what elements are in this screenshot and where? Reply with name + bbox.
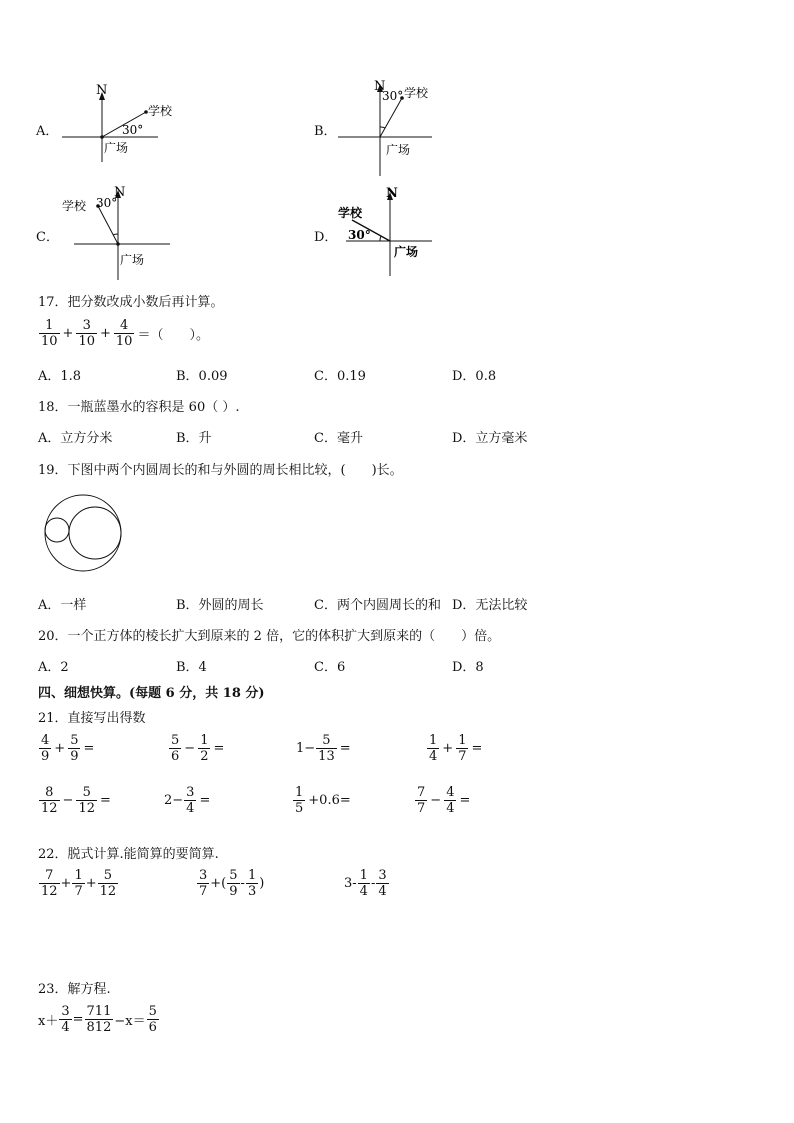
q18-option-a[interactable]: A．立方分米 xyxy=(38,431,113,446)
q21-item: $\frac{4}{9}$ + $\frac{5}{9}$ = xyxy=(41,733,95,764)
q20-option-a[interactable]: A．2 xyxy=(38,660,69,675)
q17-option-b[interactable]: B．0.09 xyxy=(176,369,228,384)
circles-figure xyxy=(42,492,124,574)
compass-diagram xyxy=(58,84,218,164)
plaza-label: 广场 xyxy=(394,245,419,259)
q21-item: $\frac{1}{5}$ +0.6= xyxy=(295,785,351,816)
q17-option-c[interactable]: C．0.19 xyxy=(314,369,366,384)
q21-item: $\frac{5}{6}$ − $\frac{1}{2}$ = xyxy=(171,733,225,764)
q18-option-c[interactable]: C．毫升 xyxy=(314,431,363,446)
q17-option-a[interactable]: A．1.8 xyxy=(38,369,82,384)
angle-label: 30° xyxy=(348,228,371,242)
q23-equation: x＋ $\frac{3}{4}$ = $\frac{711}{812}$ −x＝ $\frac{5}{6}$ xyxy=(38,1004,157,1035)
compass-diagram xyxy=(58,184,198,284)
fraction: $\frac{1}{10}$ xyxy=(41,318,58,349)
q18-option-d[interactable]: D．立方毫米 xyxy=(452,431,528,446)
q23-title: 23．解方程. xyxy=(38,982,111,997)
angle-label: 30° xyxy=(122,123,144,137)
school-label: 学校 xyxy=(338,206,363,220)
angle-label: 30° xyxy=(96,196,118,210)
q20-option-c[interactable]: C．6 xyxy=(314,660,346,675)
q19-option-c[interactable]: C．两个内圆周长的和 xyxy=(314,598,441,613)
q22-expression-2: $\frac{3}{7}$ +( $\frac{5}{9}$ - $\frac{1}{3}$ ) xyxy=(199,868,265,899)
expression-tail: ＝（ ）。 xyxy=(137,328,209,343)
q20-option-b[interactable]: B．4 xyxy=(176,660,207,675)
q21-item: 2− $\frac{3}{4}$ = xyxy=(164,785,211,816)
plaza-label: 广场 xyxy=(120,253,145,267)
q21-item: $\frac{1}{4}$ + $\frac{1}{7}$ = xyxy=(429,733,483,764)
option-letter: A． xyxy=(36,124,59,139)
option-letter: B． xyxy=(314,124,337,139)
plaza-label: 广场 xyxy=(386,143,411,157)
q21-item: 1− $\frac{5}{13}$ = xyxy=(296,733,351,764)
q17-option-d[interactable]: D．0.8 xyxy=(452,369,497,384)
q20-title: 20．一个正方体的棱长扩大到原来的 2 倍，它的体积扩大到原来的（ ）倍。 xyxy=(38,629,501,644)
north-label: N xyxy=(386,186,398,201)
north-label: N xyxy=(96,84,108,98)
q22-expression-1: $\frac{7}{12}$ + $\frac{1}{7}$ + $\frac{5}{12}$ xyxy=(41,868,117,899)
q17-expression: $\frac{1}{10}$ + $\frac{3}{10}$ + $\frac{4}{10}$ ＝（ ）。 xyxy=(41,318,209,349)
angle-label: 30° xyxy=(382,89,404,103)
q19-option-d[interactable]: D．无法比较 xyxy=(452,598,528,613)
q18-title: 18．一瓶蓝墨水的容积是 60（ ）. xyxy=(38,400,240,415)
q22-expression-3: 3- $\frac{1}{4}$ - $\frac{3}{4}$ xyxy=(344,868,387,899)
option-letter: D． xyxy=(314,230,338,245)
section-heading: 四、细想快算。(每题 6 分，共 18 分) xyxy=(38,686,265,701)
north-label: N xyxy=(114,185,126,200)
q22-title: 22．脱式计算.能简算的要简算. xyxy=(38,847,219,862)
compass-diagram xyxy=(336,184,476,284)
q17-title: 17．把分数改成小数后再计算。 xyxy=(38,295,224,310)
q20-option-d[interactable]: D．8 xyxy=(452,660,484,675)
plaza-label: 广场 xyxy=(104,141,129,155)
q19-title: 19．下图中两个内圆周长的和与外圆的周长相比较，( )长。 xyxy=(38,463,403,478)
school-label: 学校 xyxy=(404,86,429,100)
compass-diagram xyxy=(336,80,476,180)
q21-item: $\frac{8}{12}$ − $\frac{5}{12}$ = xyxy=(41,785,111,816)
q21-title: 21．直接写出得数 xyxy=(38,711,146,726)
q18-option-b[interactable]: B．升 xyxy=(176,431,212,446)
q19-option-a[interactable]: A．一样 xyxy=(38,598,87,613)
option-letter: C． xyxy=(36,230,59,245)
q19-option-b[interactable]: B．外圆的周长 xyxy=(176,598,264,613)
north-label: N xyxy=(374,80,386,94)
q21-item: $\frac{7}{7}$ − $\frac{4}{4}$ = xyxy=(417,785,471,816)
fraction: $\frac{3}{10}$ xyxy=(78,318,95,349)
school-label: 学校 xyxy=(62,199,87,213)
fraction: $\frac{4}{10}$ xyxy=(115,318,133,349)
school-label: 学校 xyxy=(148,104,173,118)
